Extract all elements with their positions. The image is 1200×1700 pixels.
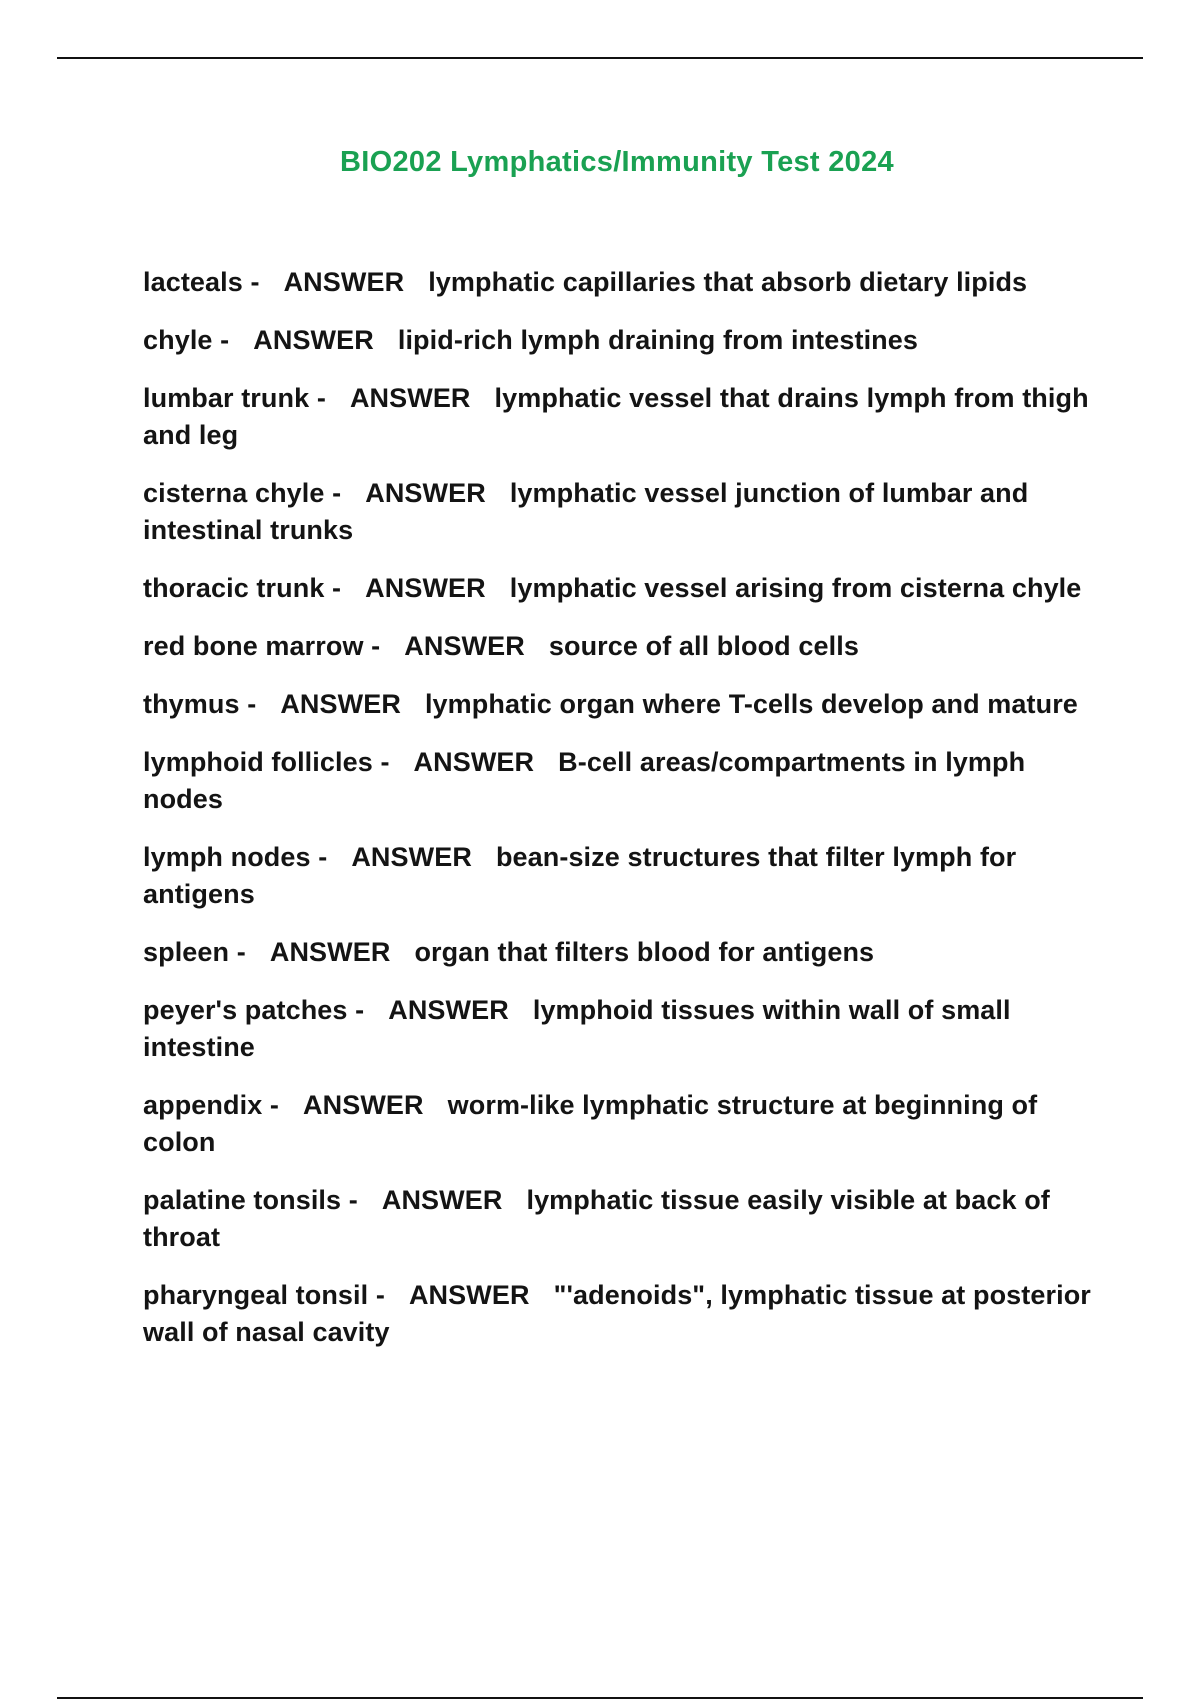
qa-item	[143, 839, 1103, 913]
qa-term: appendix -	[143, 1090, 279, 1120]
qa-term: red bone marrow -	[143, 631, 380, 661]
page-title: BIO202 Lymphatics/Immunity Test 2024	[340, 146, 894, 178]
answer-label: ANSWER	[365, 573, 486, 603]
qa-term: chyle -	[143, 325, 229, 355]
qa-definition: source of all blood cells	[548, 631, 859, 661]
answer-label: ANSWER	[283, 267, 405, 297]
qa-item	[143, 380, 1103, 454]
answer-label: ANSWER	[269, 937, 391, 967]
qa-definition: lymphatic vessel that drains lymph from thigh and leg	[143, 383, 1089, 450]
qa-term: lymph nodes -	[143, 842, 327, 872]
answer-label: ANSWER	[365, 478, 486, 508]
top-rule	[57, 57, 1143, 59]
qa-term: lumbar trunk -	[143, 383, 326, 413]
answer-label: ANSWER	[388, 995, 509, 1025]
answer-label: ANSWER	[253, 325, 374, 355]
answer-label: ANSWER	[404, 631, 525, 661]
qa-item	[143, 934, 1103, 971]
qa-term: lacteals -	[143, 267, 260, 297]
qa-term: peyer's patches -	[143, 995, 364, 1025]
qa-definition: lymphatic capillaries that absorb dietary lipids	[428, 267, 1028, 297]
qa-item	[143, 744, 1103, 818]
qa-item	[143, 570, 1103, 607]
qa-item	[143, 628, 1103, 665]
qa-definition: lipid-rich lymph draining from intestines	[397, 325, 919, 355]
qa-item	[143, 1182, 1103, 1256]
answer-label: ANSWER	[381, 1185, 503, 1215]
answer-label: ANSWER	[349, 383, 471, 413]
qa-item	[143, 1087, 1103, 1161]
qa-term: cisterna chyle -	[143, 478, 341, 508]
qa-list	[143, 264, 1103, 1372]
qa-term: thymus -	[143, 689, 256, 719]
qa-definition: lymphatic vessel junction of lumbar and intestinal trunks	[143, 478, 1029, 545]
answer-label: ANSWER	[303, 1090, 424, 1120]
qa-definition: lymphatic vessel arising from cisterna chyle	[509, 573, 1082, 603]
qa-term: thoracic trunk -	[143, 573, 341, 603]
qa-definition: B-cell areas/compartments in lymph nodes	[143, 747, 1026, 814]
qa-term: pharyngeal tonsil -	[143, 1280, 385, 1310]
qa-item	[143, 264, 1103, 301]
qa-item	[143, 475, 1103, 549]
qa-definition: lymphatic tissue easily visible at back of throat	[143, 1185, 1050, 1252]
qa-definition: "'adenoids", lymphatic tissue at posterior wall of nasal cavity	[143, 1280, 1091, 1347]
qa-definition: bean-size structures that filter lymph for antigens	[143, 842, 1017, 909]
answer-label: ANSWER	[280, 689, 401, 719]
qa-item	[143, 1277, 1103, 1351]
qa-term: spleen -	[143, 937, 246, 967]
qa-term: lymphoid follicles -	[143, 747, 390, 777]
qa-definition: lymphatic organ where T-cells develop and mature	[424, 689, 1078, 719]
qa-item	[143, 686, 1103, 723]
qa-definition: worm-like lymphatic structure at beginning of colon	[143, 1090, 1038, 1157]
answer-label: ANSWER	[351, 842, 472, 872]
bottom-rule	[57, 1697, 1143, 1699]
qa-definition: organ that filters blood for antigens	[414, 937, 875, 967]
qa-definition: lymphoid tissues within wall of small intestine	[143, 995, 1011, 1062]
qa-item	[143, 322, 1103, 359]
answer-label: ANSWER	[413, 747, 535, 777]
qa-item	[143, 992, 1103, 1066]
qa-term: palatine tonsils -	[143, 1185, 358, 1215]
answer-label: ANSWER	[408, 1280, 530, 1310]
